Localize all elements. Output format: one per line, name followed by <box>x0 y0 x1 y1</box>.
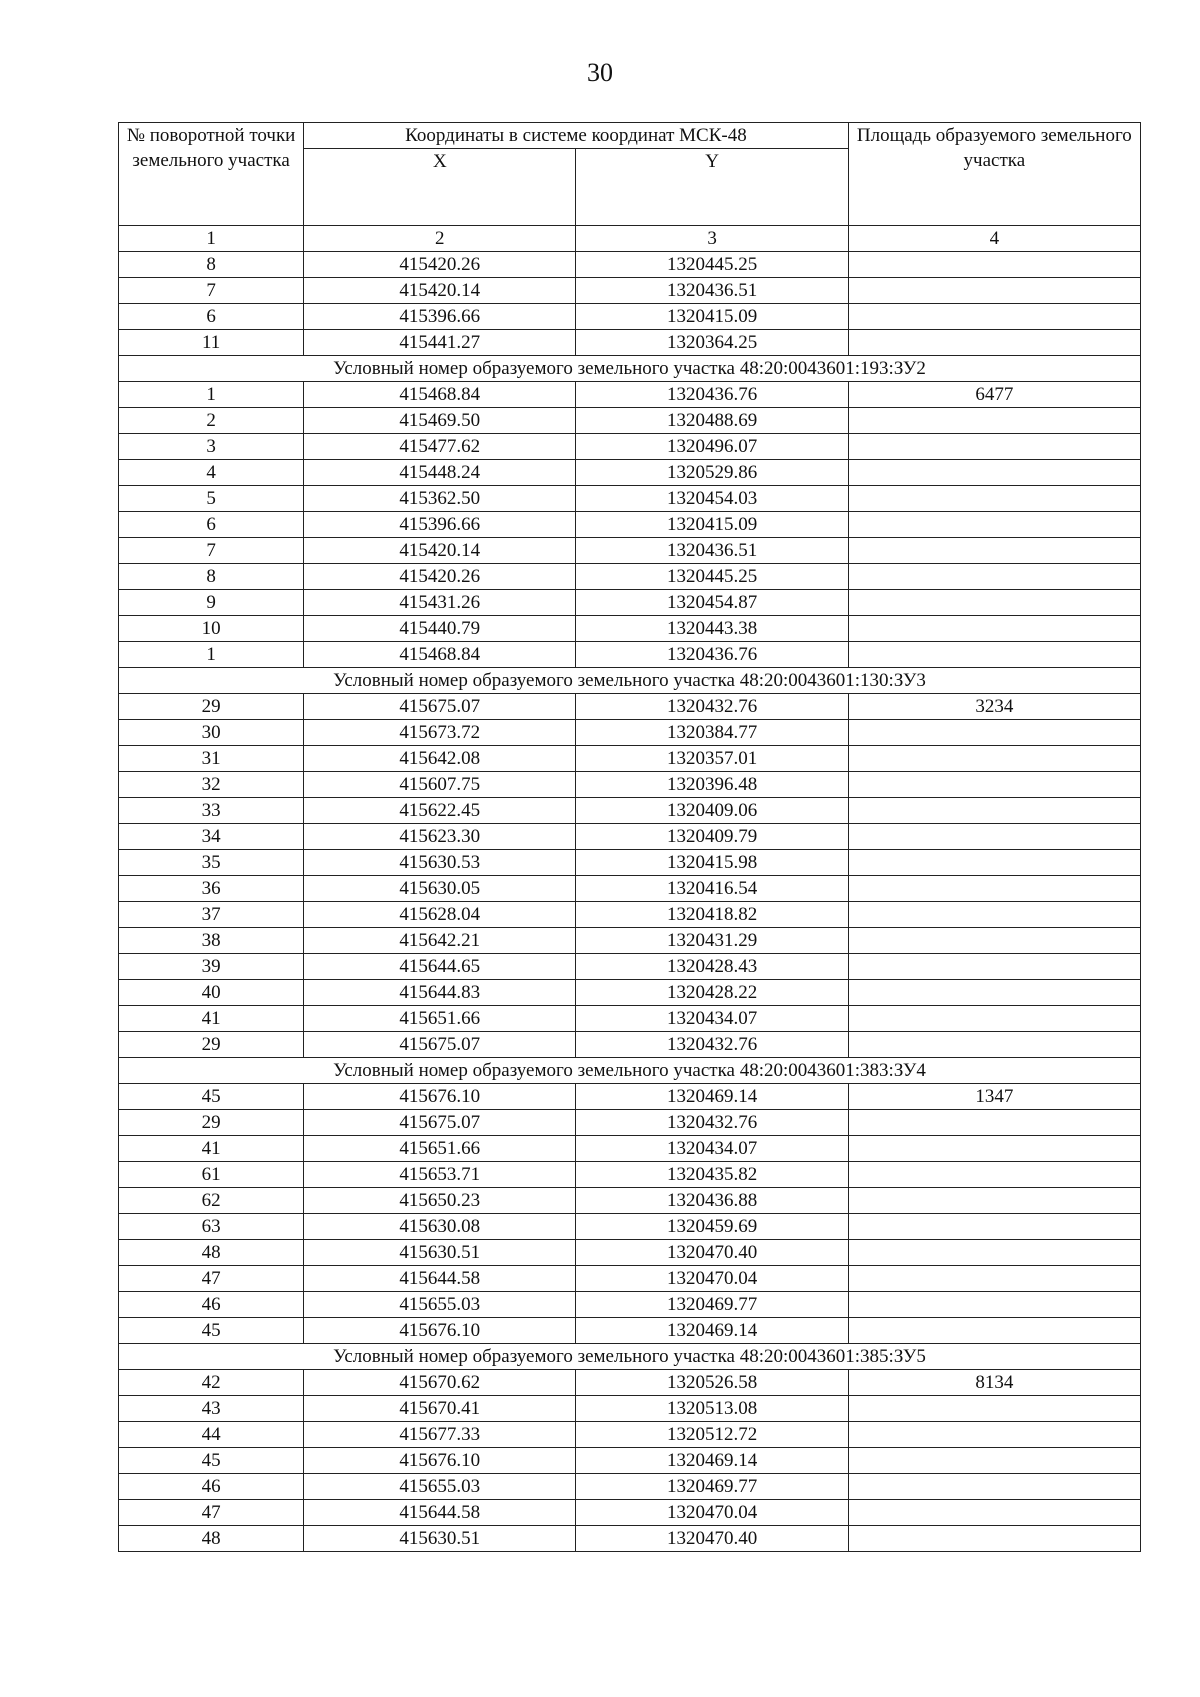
x-coordinate-cell: 415622.45 <box>304 798 576 824</box>
x-coordinate-cell: 415607.75 <box>304 772 576 798</box>
table-row <box>119 1162 1141 1188</box>
x-coordinate-cell: 415420.14 <box>304 538 576 564</box>
area-cell <box>848 330 1140 356</box>
header-row-numbers <box>119 226 1141 252</box>
table-row <box>119 954 1141 980</box>
table-row <box>119 798 1141 824</box>
section-row <box>119 1058 1141 1084</box>
coordinates-table <box>118 122 1141 1552</box>
table-row <box>119 408 1141 434</box>
point-number-cell: 48 <box>119 1526 304 1552</box>
area-cell <box>848 1396 1140 1422</box>
x-coordinate-cell: 415644.65 <box>304 954 576 980</box>
y-coordinate-cell: 1320470.40 <box>576 1240 848 1266</box>
area-cell <box>848 564 1140 590</box>
point-number-cell: 46 <box>119 1292 304 1318</box>
table-row <box>119 1136 1141 1162</box>
header-num-1: 1 <box>119 226 304 252</box>
y-coordinate-cell: 1320396.48 <box>576 772 848 798</box>
area-cell: 3234 <box>848 694 1140 720</box>
table-row <box>119 876 1141 902</box>
x-coordinate-cell: 415676.10 <box>304 1084 576 1110</box>
point-number-cell: 41 <box>119 1006 304 1032</box>
area-cell <box>848 824 1140 850</box>
point-number-cell: 30 <box>119 720 304 746</box>
y-coordinate-cell: 1320469.14 <box>576 1084 848 1110</box>
point-number-cell: 45 <box>119 1318 304 1344</box>
y-coordinate-cell: 1320469.77 <box>576 1474 848 1500</box>
area-cell <box>848 1188 1140 1214</box>
table-row <box>119 824 1141 850</box>
section-row <box>119 1344 1141 1370</box>
table-row <box>119 1006 1141 1032</box>
point-number-cell: 42 <box>119 1370 304 1396</box>
y-coordinate-cell: 1320436.76 <box>576 642 848 668</box>
y-coordinate-cell: 1320364.25 <box>576 330 848 356</box>
table-row <box>119 538 1141 564</box>
table-row <box>119 590 1141 616</box>
y-coordinate-cell: 1320459.69 <box>576 1214 848 1240</box>
y-coordinate-cell: 1320428.43 <box>576 954 848 980</box>
x-coordinate-cell: 415420.14 <box>304 278 576 304</box>
table-row <box>119 850 1141 876</box>
y-coordinate-cell: 1320431.29 <box>576 928 848 954</box>
x-coordinate-cell: 415655.03 <box>304 1474 576 1500</box>
x-coordinate-cell: 415630.08 <box>304 1214 576 1240</box>
x-coordinate-cell: 415642.21 <box>304 928 576 954</box>
y-coordinate-cell: 1320529.86 <box>576 460 848 486</box>
point-number-cell: 3 <box>119 434 304 460</box>
x-coordinate-cell: 415623.30 <box>304 824 576 850</box>
y-coordinate-cell: 1320409.06 <box>576 798 848 824</box>
y-coordinate-cell: 1320418.82 <box>576 902 848 928</box>
point-number-cell: 37 <box>119 902 304 928</box>
table-row <box>119 330 1141 356</box>
x-coordinate-cell: 415468.84 <box>304 642 576 668</box>
table-row <box>119 486 1141 512</box>
x-coordinate-cell: 415676.10 <box>304 1318 576 1344</box>
point-number-cell: 63 <box>119 1214 304 1240</box>
y-coordinate-cell: 1320526.58 <box>576 1370 848 1396</box>
y-coordinate-cell: 1320357.01 <box>576 746 848 772</box>
x-coordinate-cell: 415469.50 <box>304 408 576 434</box>
table-row <box>119 1318 1141 1344</box>
y-coordinate-cell: 1320434.07 <box>576 1006 848 1032</box>
point-number-cell: 45 <box>119 1448 304 1474</box>
x-coordinate-cell: 415468.84 <box>304 382 576 408</box>
point-number-cell: 29 <box>119 694 304 720</box>
x-coordinate-cell: 415670.62 <box>304 1370 576 1396</box>
table-row <box>119 1188 1141 1214</box>
area-cell <box>848 642 1140 668</box>
area-cell <box>848 746 1140 772</box>
y-coordinate-cell: 1320432.76 <box>576 1110 848 1136</box>
point-number-cell: 31 <box>119 746 304 772</box>
area-cell <box>848 1032 1140 1058</box>
table-row <box>119 1396 1141 1422</box>
point-number-cell: 1 <box>119 642 304 668</box>
x-coordinate-cell: 415396.66 <box>304 512 576 538</box>
x-coordinate-cell: 415630.51 <box>304 1526 576 1552</box>
table-row <box>119 304 1141 330</box>
point-number-cell: 40 <box>119 980 304 1006</box>
area-cell <box>848 954 1140 980</box>
area-cell: 6477 <box>848 382 1140 408</box>
y-coordinate-cell: 1320434.07 <box>576 1136 848 1162</box>
point-number-cell: 34 <box>119 824 304 850</box>
table-header <box>119 123 1141 252</box>
header-num-4: 4 <box>848 226 1140 252</box>
point-number-cell: 7 <box>119 538 304 564</box>
area-cell <box>848 1422 1140 1448</box>
y-coordinate-cell: 1320488.69 <box>576 408 848 434</box>
point-number-cell: 11 <box>119 330 304 356</box>
point-number-cell: 32 <box>119 772 304 798</box>
point-number-cell: 6 <box>119 512 304 538</box>
point-number-cell: 7 <box>119 278 304 304</box>
header-row-top <box>119 123 1141 149</box>
y-coordinate-cell: 1320469.77 <box>576 1292 848 1318</box>
x-coordinate-cell: 415676.10 <box>304 1448 576 1474</box>
section-row <box>119 356 1141 382</box>
table-row <box>119 278 1141 304</box>
table-row <box>119 1084 1141 1110</box>
area-cell <box>848 1136 1140 1162</box>
point-number-cell: 46 <box>119 1474 304 1500</box>
section-title: Условный номер образуемого земельного участка 48:20:0043601:193:ЗУ2 <box>119 356 1141 382</box>
y-coordinate-cell: 1320470.04 <box>576 1500 848 1526</box>
area-cell <box>848 720 1140 746</box>
table-row <box>119 564 1141 590</box>
table-row <box>119 512 1141 538</box>
table-row <box>119 1214 1141 1240</box>
point-number-cell: 41 <box>119 1136 304 1162</box>
y-coordinate-cell: 1320470.40 <box>576 1526 848 1552</box>
x-coordinate-cell: 415675.07 <box>304 694 576 720</box>
area-cell <box>848 408 1140 434</box>
area-cell <box>848 1318 1140 1344</box>
area-cell <box>848 252 1140 278</box>
section-title: Условный номер образуемого земельного участка 48:20:0043601:385:ЗУ5 <box>119 1344 1141 1370</box>
point-number-cell: 48 <box>119 1240 304 1266</box>
y-coordinate-cell: 1320436.51 <box>576 278 848 304</box>
point-number-cell: 45 <box>119 1084 304 1110</box>
area-cell <box>848 850 1140 876</box>
y-coordinate-cell: 1320436.76 <box>576 382 848 408</box>
area-cell <box>848 902 1140 928</box>
table-row <box>119 460 1141 486</box>
point-number-cell: 36 <box>119 876 304 902</box>
x-coordinate-cell: 415362.50 <box>304 486 576 512</box>
header-num-2: 2 <box>304 226 576 252</box>
table-body <box>119 252 1141 1552</box>
header-y: Y <box>576 149 848 226</box>
point-number-cell: 8 <box>119 564 304 590</box>
area-cell <box>848 1162 1140 1188</box>
x-coordinate-cell: 415644.83 <box>304 980 576 1006</box>
area-cell <box>848 1006 1140 1032</box>
x-coordinate-cell: 415630.51 <box>304 1240 576 1266</box>
table-row <box>119 1500 1141 1526</box>
area-cell <box>848 980 1140 1006</box>
x-coordinate-cell: 415644.58 <box>304 1500 576 1526</box>
header-point-number: № поворотной точки земельного участка <box>119 123 304 226</box>
x-coordinate-cell: 415431.26 <box>304 590 576 616</box>
table-row <box>119 434 1141 460</box>
point-number-cell: 10 <box>119 616 304 642</box>
area-cell <box>848 798 1140 824</box>
x-coordinate-cell: 415420.26 <box>304 564 576 590</box>
table-row <box>119 746 1141 772</box>
point-number-cell: 61 <box>119 1162 304 1188</box>
area-cell <box>848 928 1140 954</box>
table-row <box>119 772 1141 798</box>
y-coordinate-cell: 1320470.04 <box>576 1266 848 1292</box>
point-number-cell: 44 <box>119 1422 304 1448</box>
y-coordinate-cell: 1320416.54 <box>576 876 848 902</box>
point-number-cell: 8 <box>119 252 304 278</box>
y-coordinate-cell: 1320415.09 <box>576 304 848 330</box>
y-coordinate-cell: 1320512.72 <box>576 1422 848 1448</box>
x-coordinate-cell: 415644.58 <box>304 1266 576 1292</box>
x-coordinate-cell: 415673.72 <box>304 720 576 746</box>
x-coordinate-cell: 415677.33 <box>304 1422 576 1448</box>
table-row <box>119 1240 1141 1266</box>
table-row <box>119 980 1141 1006</box>
header-num-3: 3 <box>576 226 848 252</box>
x-coordinate-cell: 415655.03 <box>304 1292 576 1318</box>
x-coordinate-cell: 415396.66 <box>304 304 576 330</box>
y-coordinate-cell: 1320469.14 <box>576 1318 848 1344</box>
y-coordinate-cell: 1320428.22 <box>576 980 848 1006</box>
y-coordinate-cell: 1320496.07 <box>576 434 848 460</box>
y-coordinate-cell: 1320445.25 <box>576 564 848 590</box>
x-coordinate-cell: 415630.53 <box>304 850 576 876</box>
area-cell <box>848 1292 1140 1318</box>
x-coordinate-cell: 415675.07 <box>304 1032 576 1058</box>
point-number-cell: 39 <box>119 954 304 980</box>
point-number-cell: 5 <box>119 486 304 512</box>
area-cell <box>848 616 1140 642</box>
area-cell <box>848 1474 1140 1500</box>
table-row <box>119 928 1141 954</box>
y-coordinate-cell: 1320435.82 <box>576 1162 848 1188</box>
point-number-cell: 4 <box>119 460 304 486</box>
section-row <box>119 668 1141 694</box>
area-cell: 1347 <box>848 1084 1140 1110</box>
y-coordinate-cell: 1320443.38 <box>576 616 848 642</box>
area-cell <box>848 486 1140 512</box>
y-coordinate-cell: 1320415.98 <box>576 850 848 876</box>
table-row <box>119 1474 1141 1500</box>
x-coordinate-cell: 415653.71 <box>304 1162 576 1188</box>
point-number-cell: 35 <box>119 850 304 876</box>
table-row <box>119 1526 1141 1552</box>
x-coordinate-cell: 415440.79 <box>304 616 576 642</box>
area-cell <box>848 1110 1140 1136</box>
y-coordinate-cell: 1320432.76 <box>576 1032 848 1058</box>
table-row <box>119 1448 1141 1474</box>
point-number-cell: 6 <box>119 304 304 330</box>
point-number-cell: 47 <box>119 1500 304 1526</box>
point-number-cell: 2 <box>119 408 304 434</box>
section-title: Условный номер образуемого земельного участка 48:20:0043601:383:ЗУ4 <box>119 1058 1141 1084</box>
table-row <box>119 252 1141 278</box>
area-cell <box>848 1448 1140 1474</box>
area-cell <box>848 434 1140 460</box>
table-row <box>119 382 1141 408</box>
table-row <box>119 1292 1141 1318</box>
section-title: Условный номер образуемого земельного участка 48:20:0043601:130:ЗУ3 <box>119 668 1141 694</box>
x-coordinate-cell: 415630.05 <box>304 876 576 902</box>
x-coordinate-cell: 415441.27 <box>304 330 576 356</box>
x-coordinate-cell: 415642.08 <box>304 746 576 772</box>
point-number-cell: 38 <box>119 928 304 954</box>
y-coordinate-cell: 1320513.08 <box>576 1396 848 1422</box>
y-coordinate-cell: 1320454.03 <box>576 486 848 512</box>
area-cell <box>848 1214 1140 1240</box>
y-coordinate-cell: 1320454.87 <box>576 590 848 616</box>
area-cell <box>848 1500 1140 1526</box>
area-cell <box>848 1266 1140 1292</box>
area-cell <box>848 512 1140 538</box>
page-number: 30 <box>587 58 613 87</box>
table-row <box>119 1110 1141 1136</box>
header-area: Площадь образуемого земельного участка <box>848 123 1140 226</box>
area-cell <box>848 1240 1140 1266</box>
area-cell <box>848 772 1140 798</box>
point-number-cell: 29 <box>119 1032 304 1058</box>
x-coordinate-cell: 415477.62 <box>304 434 576 460</box>
point-number-cell: 43 <box>119 1396 304 1422</box>
header-x: X <box>304 149 576 226</box>
header-coordinates: Координаты в системе координат МСК-48 <box>304 123 849 149</box>
table-row <box>119 1422 1141 1448</box>
table-row <box>119 720 1141 746</box>
y-coordinate-cell: 1320415.09 <box>576 512 848 538</box>
area-cell <box>848 278 1140 304</box>
point-number-cell: 47 <box>119 1266 304 1292</box>
y-coordinate-cell: 1320436.88 <box>576 1188 848 1214</box>
x-coordinate-cell: 415448.24 <box>304 460 576 486</box>
table-row <box>119 902 1141 928</box>
table-row <box>119 642 1141 668</box>
point-number-cell: 9 <box>119 590 304 616</box>
x-coordinate-cell: 415650.23 <box>304 1188 576 1214</box>
y-coordinate-cell: 1320384.77 <box>576 720 848 746</box>
y-coordinate-cell: 1320436.51 <box>576 538 848 564</box>
point-number-cell: 62 <box>119 1188 304 1214</box>
x-coordinate-cell: 415651.66 <box>304 1006 576 1032</box>
x-coordinate-cell: 415628.04 <box>304 902 576 928</box>
point-number-cell: 33 <box>119 798 304 824</box>
area-cell <box>848 460 1140 486</box>
area-cell <box>848 590 1140 616</box>
point-number-cell: 29 <box>119 1110 304 1136</box>
point-number-cell: 1 <box>119 382 304 408</box>
y-coordinate-cell: 1320469.14 <box>576 1448 848 1474</box>
area-cell <box>848 1526 1140 1552</box>
y-coordinate-cell: 1320445.25 <box>576 252 848 278</box>
area-cell: 8134 <box>848 1370 1140 1396</box>
area-cell <box>848 538 1140 564</box>
y-coordinate-cell: 1320432.76 <box>576 694 848 720</box>
x-coordinate-cell: 415420.26 <box>304 252 576 278</box>
table-row <box>119 616 1141 642</box>
area-cell <box>848 304 1140 330</box>
x-coordinate-cell: 415675.07 <box>304 1110 576 1136</box>
area-cell <box>848 876 1140 902</box>
table-row <box>119 1370 1141 1396</box>
table-row <box>119 1032 1141 1058</box>
table-row <box>119 1266 1141 1292</box>
x-coordinate-cell: 415670.41 <box>304 1396 576 1422</box>
x-coordinate-cell: 415651.66 <box>304 1136 576 1162</box>
y-coordinate-cell: 1320409.79 <box>576 824 848 850</box>
table-row <box>119 694 1141 720</box>
